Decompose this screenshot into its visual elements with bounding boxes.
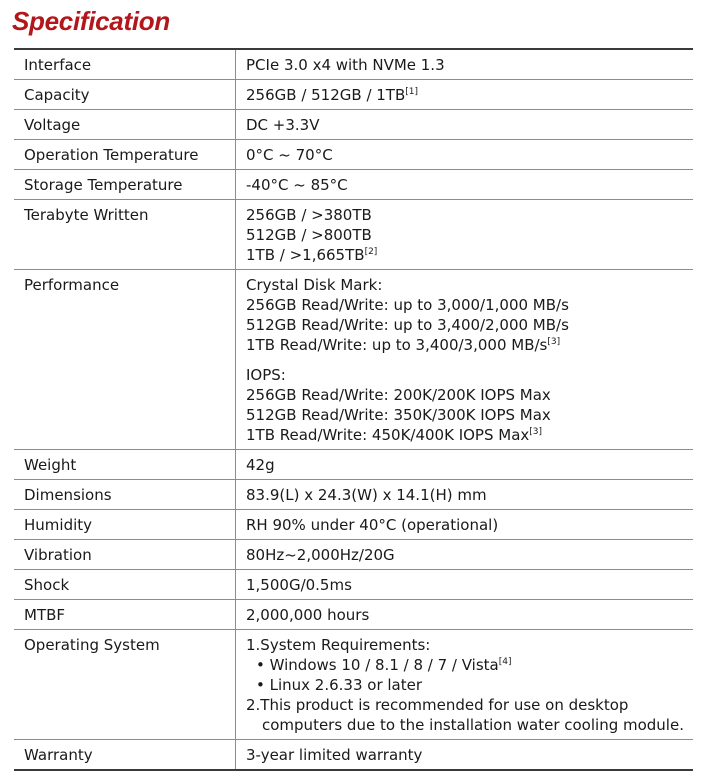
value-line (246, 245, 683, 265)
row-label: Shock (14, 570, 236, 600)
table-row (14, 740, 693, 771)
row-label: Vibration (14, 540, 236, 570)
value-line: computers due to the installation water cooling module. (262, 716, 684, 734)
table-row (14, 480, 693, 510)
row-label: Weight (14, 450, 236, 480)
row-value (236, 270, 694, 450)
value-line: 256GB Read/Write: 200K/200K IOPS Max (246, 386, 551, 404)
value-line: 256GB Read/Write: up to 3,000/1,000 MB/s (246, 296, 569, 314)
row-value (236, 80, 694, 110)
row-label: Capacity (14, 80, 236, 110)
row-value (236, 170, 694, 200)
row-label: Warranty (14, 740, 236, 771)
row-value (236, 570, 694, 600)
value-line: 512GB Read/Write: 350K/300K IOPS Max (246, 406, 551, 424)
page-title: Specification (12, 6, 170, 36)
table-row (14, 110, 693, 140)
table-row (14, 600, 693, 630)
value-line: -40°C ~ 85°C (246, 176, 348, 194)
row-label: Interface (14, 49, 236, 80)
table-row (14, 570, 693, 600)
footnote-ref: [1] (405, 87, 419, 97)
value-line (246, 85, 683, 105)
footnote-ref: [3] (547, 337, 561, 347)
value-line: Crystal Disk Mark: (246, 276, 383, 294)
value-line: 42g (246, 456, 275, 474)
table-row (14, 49, 693, 80)
value-line (246, 425, 683, 445)
spacer (246, 355, 683, 365)
row-value (236, 600, 694, 630)
row-value (236, 450, 694, 480)
footnote-ref: [4] (498, 657, 512, 667)
table-row (14, 200, 693, 270)
value-text: 1TB Read/Write: 450K/400K IOPS Max (246, 426, 530, 444)
row-label: Humidity (14, 510, 236, 540)
row-value (236, 630, 694, 740)
row-value (236, 140, 694, 170)
value-line: 83.9(L) x 24.3(W) x 14.1(H) mm (246, 486, 487, 504)
value-line: RH 90% under 40°C (operational) (246, 516, 499, 534)
row-label: Dimensions (14, 480, 236, 510)
footnote-ref: [2] (364, 247, 378, 257)
bullet-item (246, 655, 683, 675)
row-value (236, 200, 694, 270)
value-line: 3-year limited warranty (246, 746, 423, 764)
value-line: 256GB / >380TB (246, 206, 372, 224)
row-value (236, 540, 694, 570)
table-row (14, 450, 693, 480)
row-value (236, 110, 694, 140)
value-line: 80Hz~2,000Hz/20G (246, 546, 395, 564)
table-row (14, 540, 693, 570)
value-text: 256GB / 512GB / 1TB (246, 86, 406, 104)
value-line: 512GB / >800TB (246, 226, 372, 244)
value-line: 0°C ~ 70°C (246, 146, 333, 164)
spec-table (14, 48, 693, 771)
value-line: 1,500G/0.5ms (246, 576, 352, 594)
row-label: Terabyte Written (14, 200, 236, 270)
value-line: DC +3.3V (246, 116, 320, 134)
footnote-ref: [3] (529, 427, 543, 437)
value-text: 1TB Read/Write: up to 3,400/3,000 MB/s (246, 336, 548, 354)
bullet-item: • Linux 2.6.33 or later (256, 676, 423, 694)
row-value (236, 49, 694, 80)
table-row (14, 510, 693, 540)
row-label: Operation Temperature (14, 140, 236, 170)
value-line (246, 335, 683, 355)
row-label: MTBF (14, 600, 236, 630)
row-value (236, 480, 694, 510)
value-text: • Windows 10 / 8.1 / 8 / 7 / Vista (256, 656, 499, 674)
value-line: 1.System Requirements: (246, 636, 431, 654)
value-line: IOPS: (246, 366, 286, 384)
value-line: 2,000,000 hours (246, 606, 370, 624)
value-line: 2.This product is recommended for use on desktop (246, 696, 629, 714)
table-row (14, 270, 693, 450)
value-line: 512GB Read/Write: up to 3,400/2,000 MB/s (246, 316, 569, 334)
value-text: 1TB / >1,665TB (246, 246, 365, 264)
table-row (14, 140, 693, 170)
row-label: Operating System (14, 630, 236, 740)
row-value (236, 510, 694, 540)
table-row (14, 170, 693, 200)
row-label: Storage Temperature (14, 170, 236, 200)
row-value (236, 740, 694, 771)
table-row (14, 80, 693, 110)
row-label: Voltage (14, 110, 236, 140)
value-line: PCIe 3.0 x4 with NVMe 1.3 (246, 56, 445, 74)
row-label: Performance (14, 270, 236, 450)
table-row (14, 630, 693, 740)
